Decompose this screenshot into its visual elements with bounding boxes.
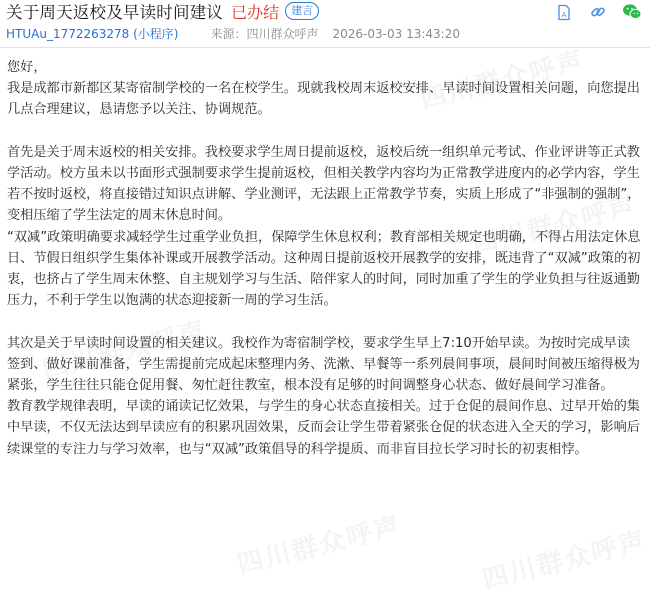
category-badge: 建言 <box>285 2 319 20</box>
toolbar-icons <box>554 2 642 22</box>
watermark: 四川群众呼声 <box>479 526 650 596</box>
header <box>0 0 650 48</box>
paragraph-gap <box>7 311 643 332</box>
watermark: 四川群众呼声 <box>39 316 210 386</box>
title-row <box>6 0 319 22</box>
wechat-icon[interactable] <box>622 2 642 22</box>
author-link[interactable]: HTUAu_1772263278 (小程序) <box>6 27 179 41</box>
watermark: 四川群众呼声 <box>234 511 405 581</box>
source-name: 四川群众呼声 <box>246 27 319 41</box>
page-title: 关于周天返校及早读时间建议 <box>6 3 224 22</box>
message-body <box>7 57 643 460</box>
meta-row <box>6 25 460 42</box>
status-label: 已办结 <box>231 2 280 22</box>
document-icon[interactable] <box>554 2 574 22</box>
paragraph-morning-reading: 其次是关于早读时间设置的相关建议。我校作为寄宿制学校，要求学生早上7:10开始早读。为按时完成早读签到、做好课前准备，学生需提前完成起床整理内务、洗漱、早餐等一系列晨间事项，晨间时间被压缩得极为紧张，学生往往只能仓促用餐、匆忙赶往教室，根本没有足够的时间调整身心状态、做好晨间学习准备。 <box>7 335 640 394</box>
intro-paragraph: 我是成都市新都区某寄宿制学校的一名在校学生。现就我校周末返校安排、早读时间设置相关问题，向您提出几点合理建议，恳请您予以关注、协调规范。 <box>7 81 640 118</box>
timestamp: 2026-03-03 13:43:20 <box>332 26 460 41</box>
watermark: 四川群众呼声 <box>417 46 588 116</box>
paragraph-gap <box>7 121 643 142</box>
source-label: 来源： <box>210 27 247 41</box>
link-icon[interactable] <box>588 2 608 22</box>
paragraph-weekend-return: 首先是关于周末返校的相关安排。我校要求学生周日提前返校，返校后统一组织单元考试、作业评讲等正式教学活动。校方虽未以书面形式强制要求学生提前返校，但相关教学内容均为正常教学进度内的必学内容，学生若不按时返校，将直接错过知识点讲解、学业测评，无法跟上正常教学节奏，实质上形成了“非强制的强制”，变相压缩了学生法定的周末休息时间。 <box>7 144 641 224</box>
paragraph-education-law: 教育教学规律表明，早读的诵读记忆效果，与学生的身心状态直接相关。过于仓促的晨间作息、过早开始的集中早读，不仅无法达到早读应有的积累巩固效果，反而会让学生带着紧张仓促的状态进入全天的学习，影响后续课堂的专注力与学习效率，也与“双减”政策倡导的科学提质、而非盲目拉长学习时长的初衷相悖。 <box>7 399 640 457</box>
paragraph-double-reduction: “双减”政策明确要求减轻学生过重学业负担，保障学生休息权利；教育部相关规定也明确，不得占用法定休息日、节假日组织学生集体补课或开展教学活动。这种周日提前返校开展教学的安排，既违背了“双减”政策的初衷，也挤占了学生周末休整、自主规划学习与生活、陪伴家人的时间，同时加重了学生的学业负担与往返通勤压力，不利于学生以饱满的状态迎接新一周的学习生活。 <box>7 229 641 309</box>
svg-text:A: A <box>561 10 567 19</box>
greeting: 您好， <box>7 60 47 75</box>
watermark: 四川群众呼声 <box>469 191 640 261</box>
header-divider <box>0 47 650 48</box>
